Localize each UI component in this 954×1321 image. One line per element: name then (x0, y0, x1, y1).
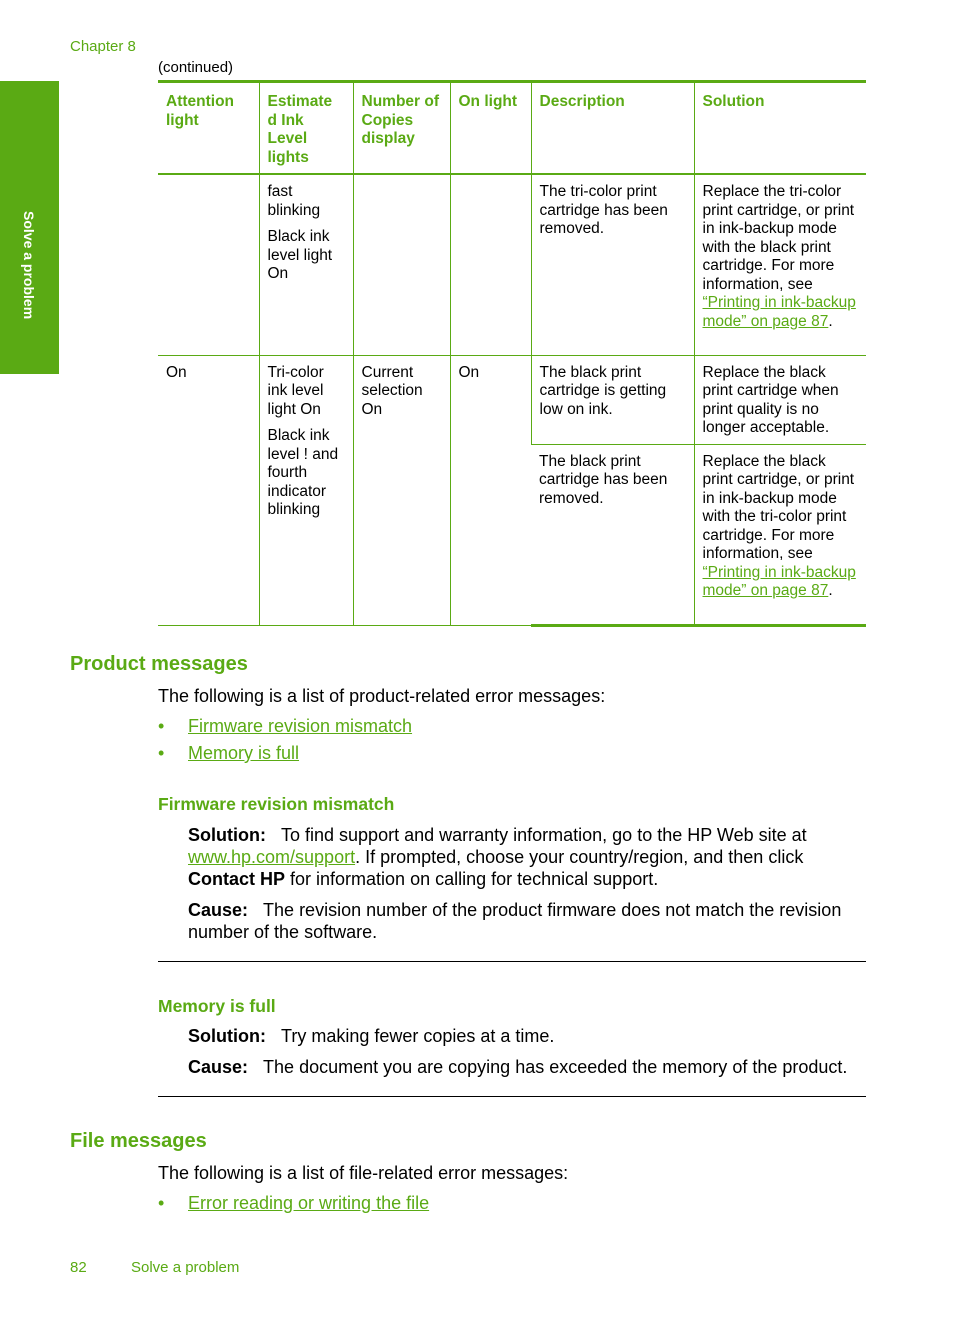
col-header-on-light: On light (450, 82, 531, 175)
cell-description: The tri-color print cartridge has been removed. (531, 174, 694, 355)
col-header-copies: Number of Copies display (353, 82, 450, 175)
cell-copies: Current selection On (353, 355, 450, 625)
cell-copies (353, 174, 450, 355)
section-divider (158, 961, 866, 962)
firmware-mismatch-link[interactable]: Firmware revision mismatch (188, 716, 413, 736)
cell-on-light: On (450, 355, 531, 625)
firmware-cause (188, 899, 868, 943)
product-messages-heading: Product messages (70, 653, 248, 675)
col-header-attention: Attention light (158, 82, 259, 175)
error-lights-table (158, 80, 866, 627)
memory-solution (188, 1025, 868, 1047)
contact-hp-label: Contact HP (188, 869, 286, 889)
solution-text: Replace the black print cartridge, or print in ink-backup mode with the tri-color print cartridge. For more information, see (702, 452, 855, 562)
file-messages-intro: The following is a list of file-related error messages: (158, 1163, 569, 1183)
cell-solution (694, 174, 866, 355)
footer-section-title: Solve a problem (131, 1259, 240, 1276)
table-row (158, 355, 866, 444)
solution-end: . (828, 582, 833, 599)
col-header-solution: Solution (694, 82, 866, 175)
solution-text-2: . If prompted, choose your country/region, and then click (355, 847, 804, 867)
solution-text: To find support and warranty information, go to the HP Web site at (281, 825, 807, 845)
continued-label: (continued) (158, 59, 234, 76)
file-error-link[interactable]: Error reading or writing the file (188, 1193, 430, 1213)
cell-solution: Replace the black print cartridge when print quality is no longer acceptable. (694, 355, 866, 444)
solution-text: Replace the tri-color print cartridge, or print in ink-backup mode with the black print cartridge. For more information, see (702, 183, 855, 293)
ink-state-a: Tri-color ink level light On (267, 363, 324, 418)
cell-solution (694, 444, 866, 625)
product-messages-intro: The following is a list of product-related error messages: (158, 686, 606, 706)
solution-text: Try making fewer copies at a time. (281, 1026, 555, 1046)
firmware-solution (188, 824, 868, 890)
cause-label: Cause: (188, 900, 249, 920)
solution-label: Solution: (188, 1026, 266, 1046)
side-tab (0, 81, 59, 374)
chapter-label: Chapter 8 (70, 38, 136, 55)
hp-support-link[interactable]: www.hp.com/support (188, 847, 356, 867)
page-number: 82 (70, 1259, 87, 1276)
cell-ink-level (259, 355, 353, 625)
cell-ink-level (259, 174, 353, 355)
table-row (158, 174, 866, 355)
cause-text: The revision number of the product firmware does not match the revision number of the software. (188, 900, 842, 942)
cell-description: The black print cartridge has been removed. (531, 444, 694, 625)
memory-full-link[interactable]: Memory is full (188, 743, 300, 763)
ink-state-b: Black ink level light On (267, 228, 333, 282)
solution-text-3: for information on calling for technical support. (285, 869, 659, 889)
col-header-ink-level: Estimate d Ink Level lights (259, 82, 353, 175)
ink-backup-link[interactable]: “Printing in ink-backup mode” on page 87 (702, 294, 856, 330)
cell-attention: On (158, 355, 259, 625)
file-messages-heading: File messages (70, 1130, 207, 1152)
cause-text: The document you are copying has exceeded the memory of the product. (263, 1057, 848, 1077)
memory-cause (188, 1056, 868, 1078)
cell-on-light (450, 174, 531, 355)
table-header-row (158, 82, 866, 175)
ink-state-a: fast blinking (267, 183, 321, 219)
firmware-heading: Firmware revision mismatch (158, 794, 395, 814)
ink-state-b: Black ink level ! and fourth indicator blinking (267, 427, 339, 518)
memory-heading: Memory is full (158, 996, 276, 1016)
list-item (158, 715, 412, 737)
cause-label: Cause: (188, 1057, 249, 1077)
bullet-marker: • (158, 1193, 165, 1213)
cell-attention (158, 174, 259, 355)
section-divider (158, 1096, 866, 1097)
bullet-marker: • (158, 743, 165, 763)
cell-description: The black print cartridge is getting low on ink. (531, 355, 694, 444)
side-tab-label: Solve a problem (21, 211, 37, 320)
col-header-description: Description (531, 82, 694, 175)
list-item (158, 742, 299, 764)
bullet-marker: • (158, 716, 165, 736)
solution-label: Solution: (188, 825, 266, 845)
list-item (158, 1192, 429, 1214)
solution-end: . (828, 312, 833, 330)
ink-backup-link[interactable]: “Printing in ink-backup mode” on page 87 (702, 563, 856, 599)
